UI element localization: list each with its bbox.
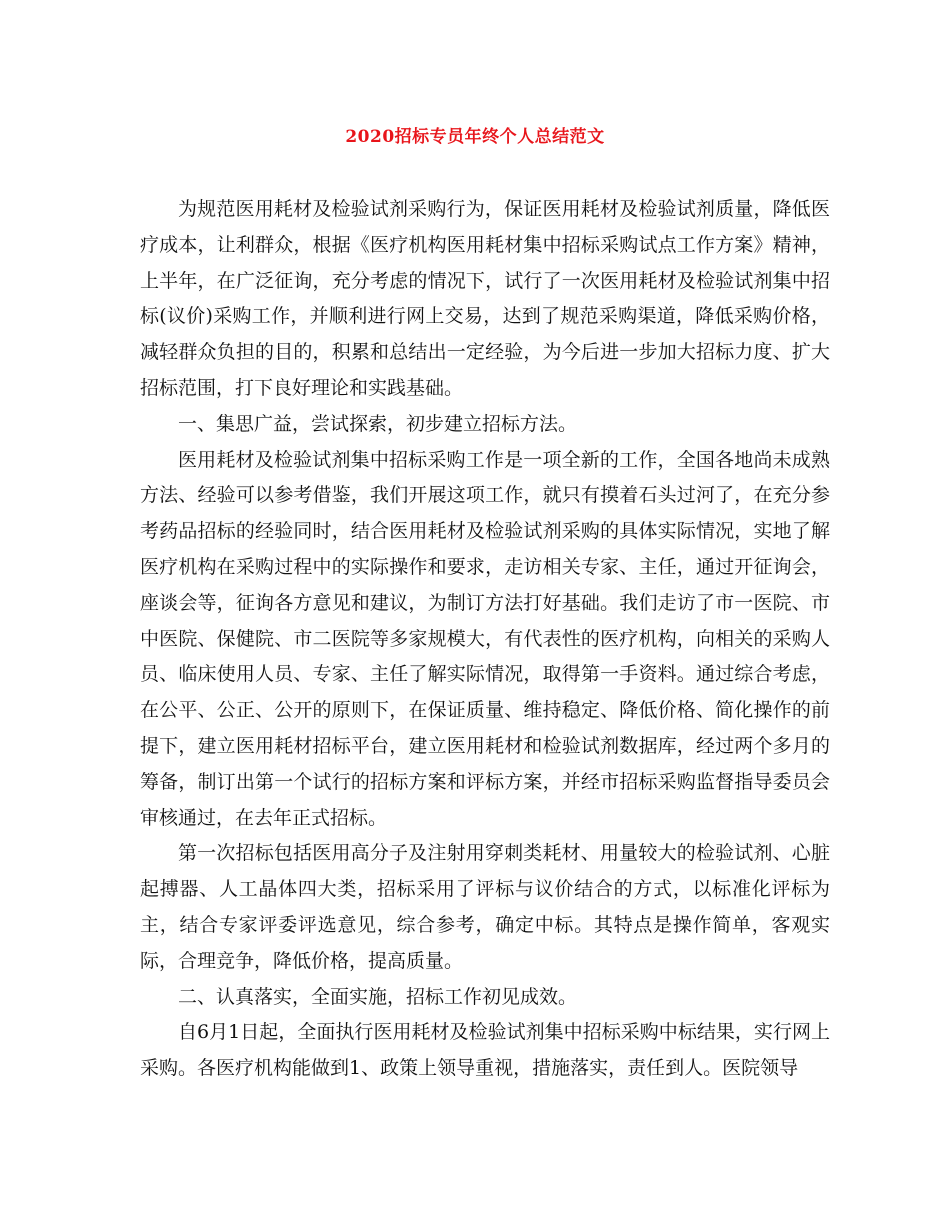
document-body	[140, 192, 830, 1087]
document-title: 2020招标专员年终个人总结范文	[345, 127, 605, 147]
paragraph-first-tender: 第一次招标包括医用高分子及注射用穿刺类耗材、用量较大的检验试剂、心脏起搏器、人工晶体四大类，招标采用了评标与议价结合的方式，以标准化评标为主，结合专家评委评选意见，综合参考，确定中标。其特点是操作简单，客观实际，合理竞争，降低价格，提高质量。	[140, 842, 830, 972]
paragraph-section-1: 医用耗材及检验试剂集中招标采购工作是一项全新的工作，全国各地尚未成熟方法、经验可以参考借鉴，我们开展这项工作，就只有摸着石头过河了，在充分参考药品招标的经验同时，结合医用耗材及检验试剂采购的具体实际情况，实地了解医疗机构在采购过程中的实际操作和要求，走访相关专家、主任，通过开征询会，座谈会等，征询各方意见和建议，为制订方法打好基础。我们走访了市一医院、市中医院、保健院、市二医院等多家规模大，有代表性的医疗机构，向相关的采购人员、临床使用人员、专家、主任了解实际情况，取得第一手资料。通过综合考虑，在公平、公正、公开的原则下，在保证质量、维持稳定、降低价格、简化操作的前提下，建立医用耗材招标平台，建立医用耗材和检验试剂数据库，经过两个多月的筹备，制订出第一个试行的招标方案和评标方案，并经市招标采购监督指导委员会审核通过，在去年正式招标。	[140, 448, 830, 829]
section-heading-1: 一、集思广益，尝试探索，初步建立招标方法。	[178, 412, 578, 435]
paragraph-intro: 为规范医用耗材及检验试剂采购行为，保证医用耗材及检验试剂质量，降低医疗成本，让利群众，根据《医疗机构医用耗材集中招标采购试点工作方案》精神，上半年，在广泛征询，充分考虑的情况下，试行了一次医用耗材及检验试剂集中招标(议价)采购工作，并顺利进行网上交易，达到了规范采购渠道，降低采购价格，减轻群众负担的目的，积累和总结出一定经验，为今后进一步加大招标力度、扩大招标范围，打下良好理论和实践基础。	[140, 198, 830, 399]
paragraph-section-2: 自6月1日起，全面执行医用耗材及检验试剂集中招标采购中标结果，实行网上采购。各医疗机构能做到1、政策上领导重视，措施落实，责任到人。医院领导	[140, 1021, 830, 1080]
section-heading-2: 二、认真落实，全面实施，招标工作初见成效。	[178, 985, 578, 1008]
